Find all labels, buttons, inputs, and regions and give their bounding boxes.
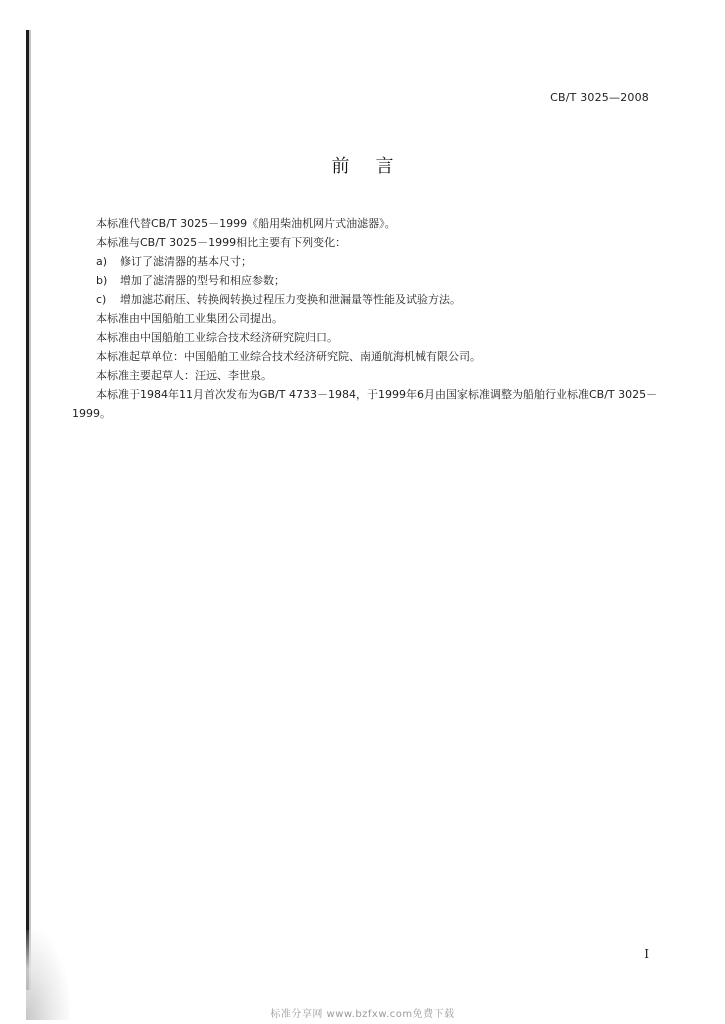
paragraph-changes-intro: 本标准与CB/T 3025－1999相比主要有下列变化：	[96, 236, 347, 249]
paragraph-replaces: 本标准代替CB/T 3025－1999《船用柴油机网片式油滤器》。	[96, 217, 396, 230]
list-item-text: 增加滤芯耐压、转换阀转换过程压力变换和泄漏量等性能及试验方法。	[120, 293, 461, 306]
page-number: I	[644, 947, 649, 961]
list-item-text: 增加了滤清器的型号和相应参数；	[120, 274, 285, 287]
source-watermark: 标准分享网 www.bzfxw.com免费下载	[270, 1009, 455, 1020]
paragraph-administered-by: 本标准由中国船舶工业综合技术经济研究院归口。	[96, 331, 338, 344]
list-marker: a)	[96, 255, 108, 268]
list-item-change-a	[72, 252, 662, 271]
paragraph-history: 本标准于1984年11月首次发布为GB/T 4733－1984，于1999年6月由国家标准调整为船舶行业标准CB/T 3025－1999。	[72, 388, 658, 420]
paragraph-drafting-units: 本标准起草单位：中国船舶工业综合技术经济研究院、南通航海机械有限公司。	[96, 350, 481, 363]
list-marker: c)	[96, 293, 107, 306]
paragraph-proposed-by: 本标准由中国船舶工业集团公司提出。	[96, 312, 283, 325]
paragraph-drafters: 本标准主要起草人：汪远、李世泉。	[96, 369, 272, 382]
foreword-body	[72, 214, 662, 423]
list-item-change-b	[72, 271, 662, 290]
list-marker: b)	[96, 274, 108, 287]
list-item-text: 修订了滤清器的基本尺寸；	[120, 255, 252, 268]
list-item-change-c	[72, 290, 662, 309]
page-title: 前言	[331, 156, 420, 177]
standard-number: CB/T 3025—2008	[550, 91, 649, 104]
